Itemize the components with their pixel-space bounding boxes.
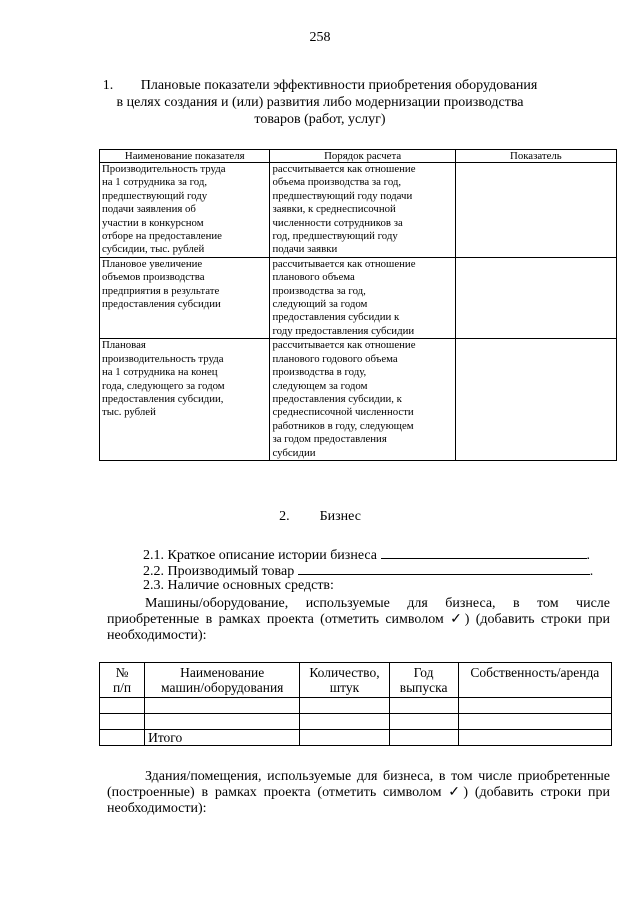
- section2-heading: [0, 509, 640, 525]
- fixed-assets-label: 2.3. Наличие основных средств:: [143, 578, 334, 593]
- machine-name-cell[interactable]: [145, 698, 300, 714]
- number-cell[interactable]: [100, 714, 145, 730]
- machine-row: [100, 730, 612, 746]
- header-year: Год выпуска: [389, 663, 458, 698]
- ownership-cell[interactable]: [458, 730, 611, 746]
- header-machine-name: Наименование машин/оборудования: [145, 663, 300, 698]
- section1-heading: [100, 77, 540, 128]
- indicator-name-cell: Производительность труда на 1 сотрудника за год, предшествующий году подачи заявления об участии в конкурсном отборе на предоставление субсидии, тыс. рублей: [100, 163, 270, 258]
- year-cell[interactable]: [389, 698, 458, 714]
- machine-name-cell[interactable]: Итого: [145, 730, 300, 746]
- indicator-calc-cell: рассчитывается как отношение планового объема производства за год, следующий за годом предоставления субсидии к году предоставления субсидии: [270, 257, 455, 338]
- indicator-row: [100, 163, 617, 258]
- machines-header-row: [100, 663, 612, 698]
- quantity-cell[interactable]: [300, 698, 389, 714]
- number-cell[interactable]: [100, 698, 145, 714]
- section2-title: Бизнес: [319, 509, 361, 524]
- section1-title-line-2: в целях создания и (или) развития либо модернизации производства: [116, 95, 524, 110]
- machine-name-cell[interactable]: [145, 714, 300, 730]
- header-indicator-name: Наименование показателя: [100, 150, 270, 163]
- ownership-cell[interactable]: [458, 714, 611, 730]
- business-history-field[interactable]: [381, 546, 587, 559]
- section1-number: 1.: [102, 78, 114, 93]
- product-line: 2.2. Производимый товар .: [143, 564, 594, 579]
- indicator-name-cell: Плановое увеличение объемов производства предприятия в результате предоставления субсидии: [100, 257, 270, 338]
- indicator-row: [100, 339, 617, 461]
- indicators-header-row: [100, 150, 617, 163]
- product-field[interactable]: [298, 562, 590, 575]
- indicator-name-cell: Плановая производительность труда на 1 сотрудника на конец года, следующего за годом предоставления субсидии, тыс. рублей: [100, 339, 270, 461]
- quantity-cell[interactable]: [300, 714, 389, 730]
- indicator-value-cell[interactable]: [455, 339, 616, 461]
- buildings-paragraph: Здания/помещения, используемые для бизнеса, в том числе приобретенные (построенные) в рамках проекта (отметить символом ✓) (добавить строки при необходимости):: [107, 769, 610, 816]
- indicator-calc-cell: рассчитывается как отношение объема производства за год, предшествующий году подачи заявки, к среднесписочной численности сотрудников за год, предшествующий году подачи заявки: [270, 163, 455, 258]
- indicators-table: [99, 149, 617, 461]
- section1-title-line-1: 1. Плановые показатели эффективности приобретения оборудования: [102, 78, 538, 93]
- header-value: Показатель: [455, 150, 616, 163]
- ownership-cell[interactable]: [458, 698, 611, 714]
- machine-row: [100, 714, 612, 730]
- machines-paragraph: Машины/оборудование, используемые для бизнеса, в том числе приобретенные в рамках проекта (отметить символом ✓) (добавить строки при необходимости):: [107, 596, 610, 643]
- year-cell[interactable]: [389, 730, 458, 746]
- number-cell[interactable]: [100, 730, 145, 746]
- section2-number: 2.: [279, 509, 290, 524]
- indicator-value-cell[interactable]: [455, 163, 616, 258]
- machine-row: [100, 698, 612, 714]
- section1-title-line-3: товаров (работ, услуг): [254, 112, 386, 127]
- quantity-cell[interactable]: [300, 730, 389, 746]
- header-quantity: Количество, штук: [300, 663, 389, 698]
- indicator-row: [100, 257, 617, 338]
- header-calculation: Порядок расчета: [270, 150, 455, 163]
- machines-table: [99, 662, 612, 746]
- page-number: 258: [309, 30, 331, 45]
- year-cell[interactable]: [389, 714, 458, 730]
- indicator-value-cell[interactable]: [455, 257, 616, 338]
- business-history-line: 2.1. Краткое описание истории бизнеса .: [143, 548, 590, 563]
- header-number: № п/п: [100, 663, 145, 698]
- header-ownership: Собственность/аренда: [458, 663, 611, 698]
- indicator-calc-cell: рассчитывается как отношение планового годового объема производства в году, следующем за годом предоставления субсидии, к среднесписочной численности работников в году, следующем за годом предоставления субсидии: [270, 339, 455, 461]
